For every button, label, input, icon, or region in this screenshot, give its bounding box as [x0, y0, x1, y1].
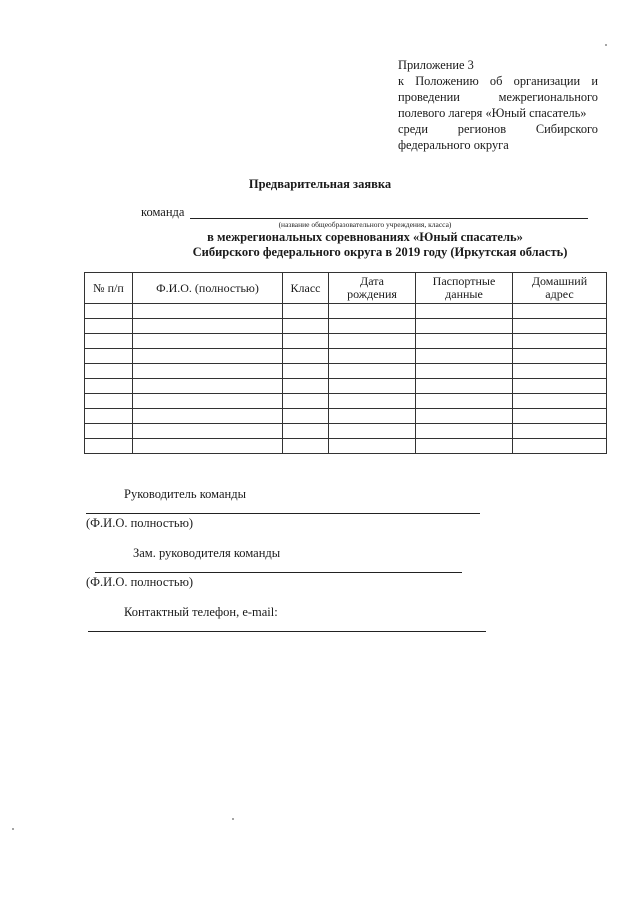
header-text: Домашний — [531, 274, 588, 288]
deputy-label: Зам. руководителя команды — [133, 546, 281, 560]
team-hint: (название общеобразовательного учреждения, класса) — [278, 220, 452, 229]
table-cell — [85, 394, 133, 409]
table-cell — [133, 394, 283, 409]
table-cell — [283, 409, 329, 424]
table-cell — [85, 304, 133, 319]
appendix-line: полевого лагеря «Юный спасатель» — [398, 106, 587, 120]
table-cell — [283, 334, 329, 349]
table-cell — [133, 424, 283, 439]
deputy-name-hint: (Ф.И.О. полностью) — [86, 575, 194, 589]
table-cell — [85, 439, 133, 454]
header-text: рождения — [347, 287, 397, 301]
header-text: данные — [445, 287, 483, 301]
table-cell — [329, 364, 416, 379]
competition-line-1: в межрегиональных соревнованиях «Юный спасатель» — [207, 230, 523, 244]
header-text: адрес — [545, 287, 574, 301]
table-cell — [513, 334, 607, 349]
appendix-line: к Положению об организации и — [398, 74, 598, 88]
contact-label: Контактный телефон, e-mail: — [124, 605, 278, 619]
table-cell — [513, 379, 607, 394]
table-cell — [513, 364, 607, 379]
table-row — [85, 349, 607, 364]
team-name-line — [190, 218, 588, 219]
header-birthdate — [329, 273, 416, 304]
header-text: Паспортные — [432, 274, 496, 288]
table-cell — [513, 409, 607, 424]
table-cell — [329, 304, 416, 319]
table-cell — [283, 439, 329, 454]
table-cell — [513, 424, 607, 439]
header-number — [85, 273, 133, 304]
table-cell — [416, 304, 513, 319]
table-cell — [513, 349, 607, 364]
table-cell — [416, 364, 513, 379]
table-cell — [133, 304, 283, 319]
table-cell — [416, 439, 513, 454]
table-cell — [329, 394, 416, 409]
table-row — [85, 394, 607, 409]
table-cell — [283, 304, 329, 319]
table-cell — [329, 439, 416, 454]
table-cell — [85, 379, 133, 394]
table-cell — [416, 394, 513, 409]
table-cell — [133, 349, 283, 364]
table-cell — [85, 424, 133, 439]
table-cell — [329, 334, 416, 349]
table-cell — [283, 424, 329, 439]
table-cell — [133, 379, 283, 394]
table-cell — [329, 349, 416, 364]
table-cell — [329, 409, 416, 424]
table-cell — [283, 379, 329, 394]
participants-table — [84, 272, 607, 454]
table-row — [85, 364, 607, 379]
header-text: Класс — [290, 280, 321, 295]
table-cell — [85, 319, 133, 334]
table-cell — [416, 409, 513, 424]
header-fullname — [133, 273, 283, 304]
leader-name-hint: (Ф.И.О. полностью) — [86, 516, 194, 530]
table-row — [85, 424, 607, 439]
table-cell — [85, 364, 133, 379]
header-address — [513, 273, 607, 304]
appendix-line: среди регионов Сибирского — [398, 122, 598, 136]
table-cell — [513, 304, 607, 319]
leader-signature-line — [86, 513, 480, 514]
header-text: № п/п — [93, 280, 124, 295]
table-row — [85, 319, 607, 334]
appendix-number: Приложение 3 — [398, 58, 474, 72]
team-label: команда — [141, 205, 185, 219]
table-cell — [329, 424, 416, 439]
table-cell — [283, 319, 329, 334]
scan-speck — [12, 828, 14, 830]
table-row — [85, 409, 607, 424]
table-cell — [133, 439, 283, 454]
table-cell — [283, 394, 329, 409]
table-cell — [416, 424, 513, 439]
document-title: Предварительная заявка — [248, 177, 392, 191]
scan-speck — [605, 44, 607, 46]
table-cell — [329, 319, 416, 334]
competition-line-2: Сибирского федерального округа в 2019 году (Иркутская область) — [192, 245, 568, 259]
contact-line — [88, 631, 486, 632]
table-cell — [85, 334, 133, 349]
table-cell — [416, 334, 513, 349]
deputy-signature-line — [95, 572, 462, 573]
appendix-line: федерального округа — [398, 138, 509, 152]
table-header-row — [85, 273, 607, 304]
table-cell — [133, 364, 283, 379]
table-row — [85, 304, 607, 319]
table-body — [85, 304, 607, 454]
table-cell — [283, 349, 329, 364]
header-class — [283, 273, 329, 304]
table-cell — [85, 409, 133, 424]
table-row — [85, 334, 607, 349]
header-text: Дата — [360, 274, 384, 288]
table-cell — [513, 439, 607, 454]
table-cell — [513, 319, 607, 334]
table-cell — [416, 349, 513, 364]
scan-speck — [232, 818, 234, 820]
table-cell — [133, 334, 283, 349]
appendix-line: проведении межрегионального — [398, 90, 598, 104]
header-text: Ф.И.О. (полностью) — [156, 280, 259, 295]
table-cell — [85, 349, 133, 364]
leader-label: Руководитель команды — [124, 487, 246, 501]
table-row — [85, 379, 607, 394]
table-cell — [283, 364, 329, 379]
table-cell — [329, 379, 416, 394]
table-cell — [416, 319, 513, 334]
table-cell — [133, 409, 283, 424]
table-cell — [416, 379, 513, 394]
appendix-block — [398, 57, 598, 153]
header-passport — [416, 273, 513, 304]
table-row — [85, 439, 607, 454]
table-cell — [513, 394, 607, 409]
table-cell — [133, 319, 283, 334]
